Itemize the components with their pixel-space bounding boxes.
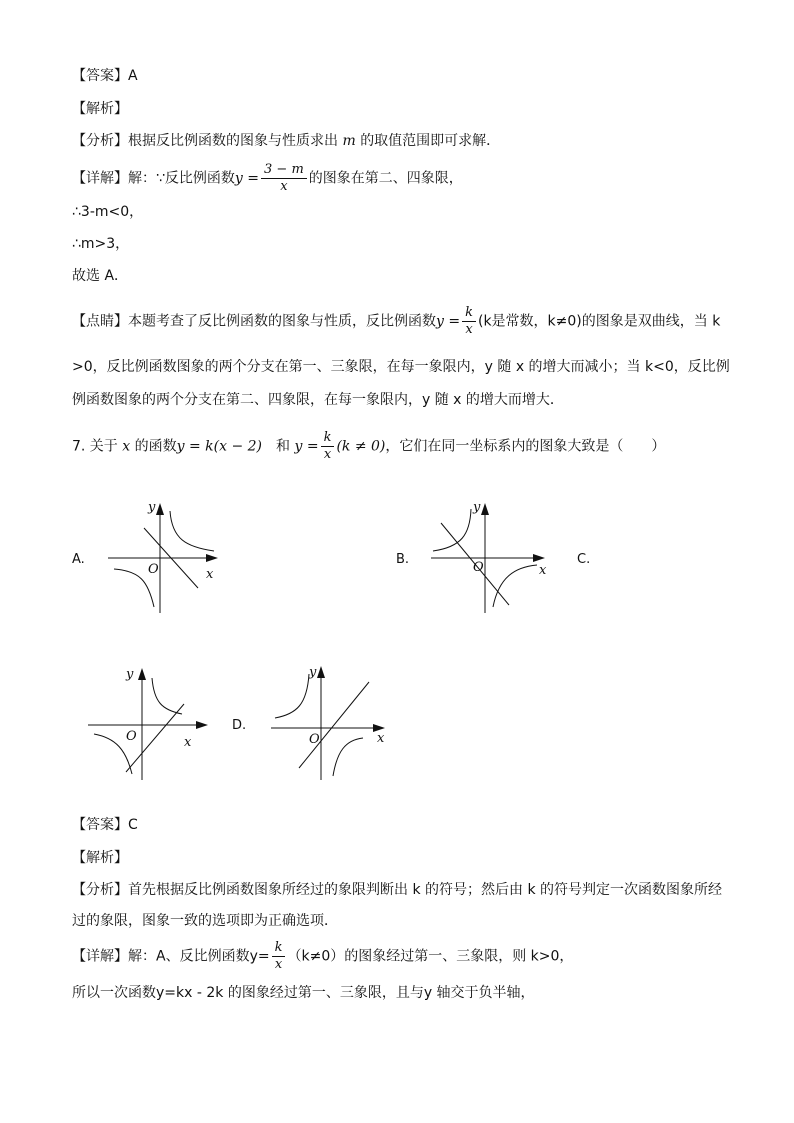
x-axis-label: x	[539, 563, 547, 578]
dianjing-line-1: 【点睛】本题考查了反比例函数的图象与性质，反比例函数y = $\frac{k}{x}$ (k是常数，k≠0)的图象是双曲线，当 k	[72, 305, 721, 337]
xiangjie-line-2: 【详解】解：A、反比例函数y= $\frac{k}{x}$ （k≠0）的图象经过第一、三象限，则 k>0，	[72, 940, 574, 972]
option-a-label[interactable]: A.	[72, 552, 85, 567]
origin-label: O	[148, 562, 159, 577]
option-c-label[interactable]: C.	[577, 552, 591, 567]
step-1: ∴3-m<0，	[72, 204, 144, 220]
option-b-label[interactable]: B.	[396, 552, 410, 567]
step-3: 故选 A．	[72, 268, 129, 284]
dianjing-line-2: >0，反比例函数图象的两个分支在第一、三象限，在每一象限内，y 随 x 的增大而减小；当 k<0，反比例	[72, 359, 730, 375]
analysis-heading: 【解析】	[72, 101, 128, 117]
fenxi-line-2a: 【分析】首先根据反比例函数图象所经过的象限判断出 k 的符号；然后由 k 的符号判定一次函数图象所经	[72, 882, 723, 898]
last-line: 所以一次函数y=kx - 2k 的图象经过第一、三象限，且与y 轴交于负半轴，	[72, 985, 535, 1001]
analysis-heading-2: 【解析】	[72, 850, 128, 866]
x-axis-label: x	[206, 567, 214, 582]
answer-line-2: 【答案】C	[72, 817, 138, 833]
origin-label: O	[473, 560, 484, 575]
origin-label: O	[309, 732, 320, 747]
fraction: $\frac{k}{x}$	[272, 940, 286, 973]
graph-a	[100, 495, 230, 615]
y-axis-label: y	[148, 500, 156, 515]
origin-label: O	[126, 729, 137, 744]
x-axis-label: x	[184, 735, 192, 750]
y-axis-label: y	[126, 667, 134, 682]
fenxi-line: 【分析】根据反比例函数的图象与性质求出 m 的取值范围即可求解．	[72, 133, 501, 149]
y-axis-label: y	[473, 500, 481, 515]
fraction: $\frac{3 - m}{x}$	[261, 162, 307, 195]
question-7: 7. 关于 x 的函数y = k(x − 2) 和 y = $\frac{k}{x}$ (k ≠ 0)，它们在同一坐标系内的图象大致是（ ）	[72, 430, 666, 462]
graph-d	[265, 660, 395, 785]
fenxi-line-2b: 过的象限，图象一致的选项即为正确选项．	[72, 913, 338, 929]
x-axis-label: x	[377, 731, 385, 746]
xiangjie-line: 【详解】解：∵反比例函数y = $\frac{3 - m}{x}$ 的图象在第二、四象限，	[72, 162, 463, 194]
answer-line: 【答案】A	[72, 68, 138, 84]
graph-b	[425, 495, 555, 615]
step-2: ∴m>3，	[72, 236, 130, 252]
fraction: $\frac{k}{x}$	[462, 305, 476, 338]
graph-c	[86, 660, 216, 785]
option-d-label[interactable]: D.	[232, 718, 247, 733]
dianjing-line-3: 例函数图象的两个分支在第二、四象限，在每一象限内，y 随 x 的增大而增大．	[72, 392, 564, 408]
fraction: $\frac{k}{x}$	[321, 430, 335, 463]
origin-label-y: y	[309, 665, 317, 680]
